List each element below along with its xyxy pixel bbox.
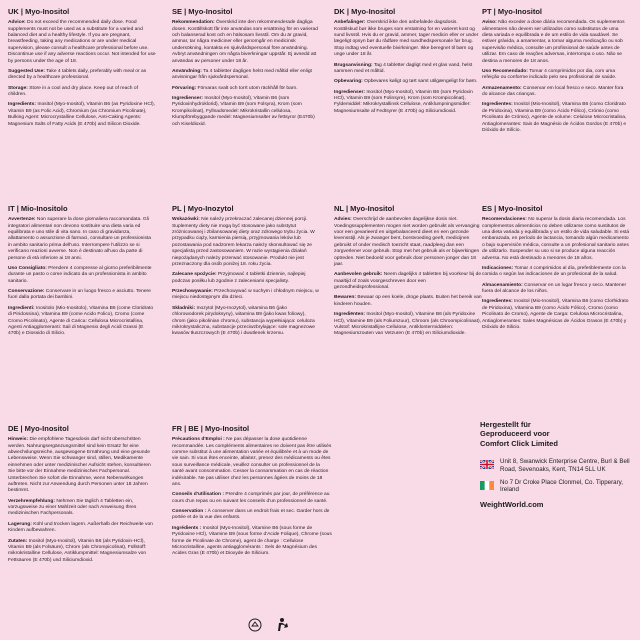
storage-text: Storage: Store in a cool and dry place. Keep out of reach of children. <box>8 85 138 97</box>
section-title: FR | BE | Myo-Inositol <box>172 424 250 433</box>
ingredients-text: Ingrediënten: Inositol (Myo-Inositol), Vitamine B6 (als Pyridoxine HCl), Vitamine B9 (als Foliumzuur), Chroom (als Chroompicolinaat), Vulstof: Microkristallijne Cellulose, Antiklontermiddelen: Magnesiumzouten van Vetzuren (E 470b) en Siliciumdioxide. <box>334 312 481 337</box>
storage-text: Conservation : À conserver dans un endroit frais et sec. Garder hors de portée et de la vue des enfants. <box>172 509 330 521</box>
section-title: DE | Myo-Inositol <box>8 424 69 433</box>
produced-for-label: Geproduceerd voor <box>480 429 550 439</box>
section-se <box>172 8 320 132</box>
ingredients-text: Ingredienti: Inositolo (Mio-Inositolo), Vitamina B6 (come Cloridrato di Piridossina), Vitamina B9 (come Acido Folico), Cromo (come Cromo Picolinato), Agente di Carica: Cellulosa Microcristallina, Agenti Antiagglomeranti: Sali di Magnesio degli Acidi Grassi (E 470b) e Diossido di Silicio. <box>8 305 154 337</box>
advice-text: Hinweis: Die empfohlene Tagesdosis darf nicht überschritten werden. Nahrungsergänzungsmittel sind kein Ersatz für eine abwechslungsreiche, ausgewogene Ernährung und eine gesunde Lebensweise. Wenn Sie schwanger sind, stillen, Medikamente einnehmen oder unter medizinischer Aufsicht stehen, konsultieren Sie bitte vor der Einnahme medizinisches Fachpersonal. Unterbrechen Sie sofort die Einnahme, wenn Nebenwirkungen auftreten. Nicht zur Anwendung durch Personen unter 18 Jahren bestimmt. <box>8 437 151 494</box>
storage-text: Armazenamento: Conservar em local fresco e seco. Manter fora do alcance das crianças. <box>482 85 624 97</box>
section-nl <box>334 205 482 342</box>
usage-text: Suggested Use: Take 4 tablets daily, preferably with meal or as directed by a healthcare professional. <box>8 68 147 81</box>
section-es <box>482 205 630 335</box>
recycle-icon <box>248 618 262 632</box>
storage-text: Lagerung: Kühl und trocken lagern. Außerhalb der Reichweite von Kindern aufbewahren. <box>8 521 153 534</box>
section-pl <box>172 205 320 342</box>
storage-text: Almacenamiento: Conservar en un lugar fresco y seco. Mantener fuera del alcance de los niños. <box>482 282 627 294</box>
section-pt <box>482 8 630 138</box>
ingredients-text: Zutaten: Inositol (Myo-Inositol), Vitamin B6 (als Pyridoxin-HCl), Vitamin B9 (als Folsäure), Chrom (als Chrompicolinat), Füllstoff: mikrokristalline Cellulose, Antiklumpmittel: Magnesiumsalze von Fettsäuren (E 470b) und Siliciumdioxid. <box>8 538 147 563</box>
usage-text: Verzehrempfehlung: Nehmen Sie täglich 4 Tabletten ein, vorzugsweise zu einer Mahlzeit oder nach Anweisung Ihres medizinischen Fachpersonals. <box>8 498 137 517</box>
advice-text: Advies: Overschrijd de aanbevolen dagelijkse dosis niet. Voedingssupplementen mogen niet worden gebruikt als vervanging voor een gevarieerd en uitgebalanceerd dieet en een gezonde levensstijl. Als je zwanger bent, borstvoeding geeft, medicijnen gebruikt of onder medisch toezicht staat, raadpleeg dan een zorgverlener voor gebruik. Stop met het gebruik als er bijwerkingen optreden. Niet bedoeld voor gebruik door personen jonger dan 18 jaar. <box>334 217 480 267</box>
ireland-flag-icon <box>480 481 494 490</box>
advice-text: Avvertenze: Non superare la dose giornaliera raccomandata. Gli integratori alimentari non devono sostituire una dieta varia ed equilibrata e uno stile di vita sano. In caso di gravidanza, allattamento o assunzione di farmaci, consultare un professionista in ambito sanitario prima dell'uso. Interrompere l'utilizzo se si verificano reazioni avverse. Non è destinato all'uso da parte di persone di età inferiore ai 18 anni. <box>8 217 151 261</box>
manufacturer-block <box>480 420 630 510</box>
advice-text: Aviso: Não exceder a dose diária recomendada. Os suplementos alimentares não devem ser utilizados como substitutos de uma dieta variada e equilibrada e de um estilo de vida saudável. Se estiver grávida, a amamentar, a tomar alguma medicação ou sob supervisão médica, consulte um profissional de saúde antes de utilizar. Em caso de reações adversas, interrompa o uso. Não se destina a menores de 18 anos. <box>482 20 625 64</box>
usage-text: Uso Recomendado: Tomar 4 comprimidos por dia, com uma refeição ou conforme indicado pelo seu profissional de saúde. <box>482 68 617 81</box>
section-it <box>8 205 156 342</box>
made-for-label: Hergestellt für <box>480 420 531 429</box>
advice-text: Wskazówki: Nie należy przekraczać zalecanej dziennej porcji. Suplementy diety nie mogą być stosowane jako substytut zróżnicowanej i zbilansowanej diety oraz zdrowego trybu życia. W przypadku ciąży, karmienia piersią, przyjmowania leków lub pozostawania pod nadzorem lekarza należy skonsultować się ze specjalistą przed zastosowaniem. W razie wystąpienia działań niepożądanych należy przerwać stosowanie. Produkt nie jest przeznaczony dla osób poniżej 18. roku życia. <box>172 217 315 267</box>
ingredients-text: Ingredienser: Inositol (Myo-Inositol), Vitamin B6 (som Pyridoxin HCl), Vitamin B9 (som Folinsyre), Krom (som Krompicolinat), Fyldemiddel: Mikrokrystallinsk Cellulose, Antiklumpningsmidler: Magnesiumsalte af Fedtsyrer (E 470b) og Siliciumdioxid. <box>334 89 473 114</box>
usage-text: Zalecane spożycie: Przyjmować 4 tabletki dziennie, najlepiej podczas posiłku lub zgodnie z zaleceniami specjalisty. <box>172 272 306 284</box>
uk-address-row <box>480 458 630 474</box>
usage-text: Conseils d'utilisation : Prendre 4 comprimés par jour, de préférence au cours d'un repas ou en suivant les conseils d'un professionnel de santé. <box>172 492 330 504</box>
section-de <box>8 425 156 568</box>
storage-text: Bewaren: Bewaar op een koele, droge plaats. Buiten het bereik van kinderen houden. <box>334 295 482 307</box>
ingredients-text: Ingredients: Inositol (Myo-Inositol), Vitamin B6 (as Pyridoxine HCl), Vitamin B9 (as Folic Acid), Chromium (as Chromium Picolinate), Bulking Agent: Microcrystalline Cellulose, Anti-Caking Agents: Magnesium Salts of Fatty Acids (E 470b) and Silicon Dioxide. <box>8 102 155 127</box>
section-title: ES | Myo-Inositol <box>482 204 543 213</box>
usage-text: Brugsanvisning: Tag 4 tabletter dagligt med et glas vand, helst sammen med et måltid. <box>334 62 473 74</box>
advice-text: Précautions d'Emploi : Ne pas dépasser la dose quotidienne recommandée. Les compléments alimentaires ne doivent pas être utilisés comme substitut à une alimentation variée et équilibrée et à un mode de vie sain. Si vous êtes enceinte, allaitez, prenez des médicaments ou êtes sous surveillance médicale, veuillez consulter un professionnel de la santé avant consommation. Cesser la consommation en cas de réaction indésirable. Ne pas utiliser chez les personnes âgées de moins de 18 ans. <box>172 437 332 487</box>
advice-text: Advice: Do not exceed the recommended daily dose. Food supplements must not be used as a substitute for a varied and balanced diet and a healthy lifestyle. If you are pregnant, breastfeeding, taking any medications or are under medical supervision, please consult a healthcare professional before use. Discontinue use if any adverse reactions occur. Not intended for use by persons under the age of 18. <box>8 20 156 64</box>
section-title: PT | Myo-Inositol <box>482 7 543 16</box>
ingredients-text: Składniki: Inozytol (Myo-Inozytol), witamina B6 (jako chlorowodorek pirydoksyny), witamina B9 (jako kwas foliowy), chrom (jako pikolinian chromu), substancja wypełniająca: celuloza mikrokrystaliczna, substancje przeciwzbrylające: sole magnezowe kwasów tłuszczowych (E 470b) i dwutlenek krzemu. <box>172 305 315 337</box>
section-title: IT | Mio-Inositolo <box>8 204 68 213</box>
section-title: PL | Myo-Inozytol <box>172 204 234 213</box>
section-title: UK | Myo-Inositol <box>8 7 70 16</box>
advice-text: Anbefalinger: Overskrid ikke den anbefalede dagsdosis. Kosttilskud bør ikke bruges som erstatning for en varieret kost og sund livsstil. Hvis du er gravid, ammer, tager medicin eller er under lægeligt opsyn bør du rådføre med sundhedspersonale før brug. Stop indtag ved eventuelle bivirkninger. Ikke beregnet til børn og unge under 18 år. <box>334 20 479 58</box>
section-title: SE | Myo-Inositol <box>172 7 233 16</box>
section-fr <box>172 425 332 562</box>
triman-icon <box>276 617 290 633</box>
usage-text: Indicaciones: Tomar 4 comprimidos al día, preferiblemente con la comida o según las indicaciones de un profesional de la salud. <box>482 265 626 278</box>
uk-address: Unit 8, Swanwick Enterprise Centre, Burl & Bell Road, Sevenoaks, Kent, TN14 5LL UK <box>500 458 630 473</box>
section-title: NL | Myo-Inositol <box>334 204 395 213</box>
usage-text: Användning: Ta 4 tabletter dagligen helst med måltid eller enligt anvisningar från sjukvårdspersonal. <box>172 68 312 81</box>
section-dk <box>334 8 482 119</box>
website-link[interactable]: WeightWorld.com <box>480 500 544 510</box>
ingredients-text: Ingredienser: Inositol (Myo-Inositol), Vitamin B6 (som Pyridoxinhydroklorid), Vitamin B9 (som Folsyra), Krom (som Krompikolinat), Fyllnadsmedel: Mikrokristallin cellulosa, Klumpförebyggande medel: Magnesiumsalter av fettsyror (E470b) och Kiseldioxid. <box>172 96 315 127</box>
ingredients-text: Ingredientes: Inositol (Mio-Inositol), Vitamina B6 (como Clorhidrato de Piridoxina), Vitamina B9 (como Ácido Fólico), Cromo (como Picolinato de Cromo), Agente de Carga: Celulosa Microcristalina, Antiaglomerantes: Sales Magnésicas de Ácidos Grasos (E 470b) y Dióxido de Silicio. <box>482 299 629 330</box>
ingredients-text: Ingredientes: Inositol (Mio-Inositol), Vitamina B6 (como Cloridrato de Piridoxina), Vitamina B9 (como Ácido Fólico), Crómio (como Picolinato de Crómio), Agente de volume: Celulose Microcristalina, Antiaglomerantes: Sais de Magnésio de Ácidos Gordos (E 470b) e Dióxido de Silício. <box>482 102 627 133</box>
ingredients-text: Ingrédients : Inositol (Myo-Inositol), Vitamine B6 (sous forme de Pyridoxine HCl), Vitamine B9 (sous forme d'Acide Folique), Chrome (sous forme de Picolinate de Chrome), agent de charge : Cellulose Microcristalline, agents antiagglomérants : Sels de Magnésium des Acides Gras (E 470b) et Dioxyde de Silicium. <box>172 525 332 557</box>
storage-text: Przechowywanie: Przechowywać w suchym i chłodnym miejscu, w miejscu niedostępnym dla dzieci. <box>172 289 319 301</box>
storage-text: Förvaring: Förvaras svalt och torrt utom räckhåll för barn. <box>172 85 298 91</box>
section-title: DK | Myo-Inositol <box>334 7 396 16</box>
usage-text: Uso Consigliato: Prendere 4 compresse al giorno preferibilmente durante un pasto o come indicato da un professionista in ambito sanitario. <box>8 265 152 284</box>
advice-text: Recomendaciones: No superar la dosis diaria recomendada. Los complementos alimenticios no deben utilizarse como sustitutos de una dieta variada y equilibrada y un estilo de vida saludable. Si está embarazada, en período de lactancia, tomando algún medicamento o bajo supervisión médica, consulte a un profesional sanitario antes de utilizarlo. Suspender su uso si se produce alguna reacción adversa. No está destinado a menores de 18 años. <box>482 217 630 261</box>
storage-text: Conservazione: Conservare in un luogo fresco e asciutto. Tenere fuori dalla portata dei bambini. <box>8 289 151 301</box>
company-name: Comfort Click Limited <box>480 438 558 448</box>
usage-text: Aanbevolen gebruik: Neem dagelijks 4 tabletten bij voorkeur bij de maaltijd of zoals voorgeschreven door een gezondheidsprofessional. <box>334 272 482 290</box>
ie-address: No 7 Dr Croke Place Clonmel, Co. Tipperary, Ireland <box>500 478 623 494</box>
storage-text: Opbevaring: Opbevares køligt og tørt samt utilgængeligt for børn. <box>334 79 478 85</box>
advice-text: Rekommendation: Överskrid inte den rekommenderade dagliga dosen. Kosttillskott får inte användas som ersättning för en varierad och balanserad kost och en hälsosam livsstil. Om du är gravid, ammar, tar några mediciner eller genomgår en medicinsk undersökning, kontakta en sjukvårdspersonal före användning. Avbryt användningen om några biverkningar uppstår. Ej avsedd att användas av personer under 18 år. <box>172 20 318 64</box>
section-uk <box>8 8 156 132</box>
uk-flag-icon <box>480 460 494 469</box>
ie-address-row <box>480 479 630 495</box>
